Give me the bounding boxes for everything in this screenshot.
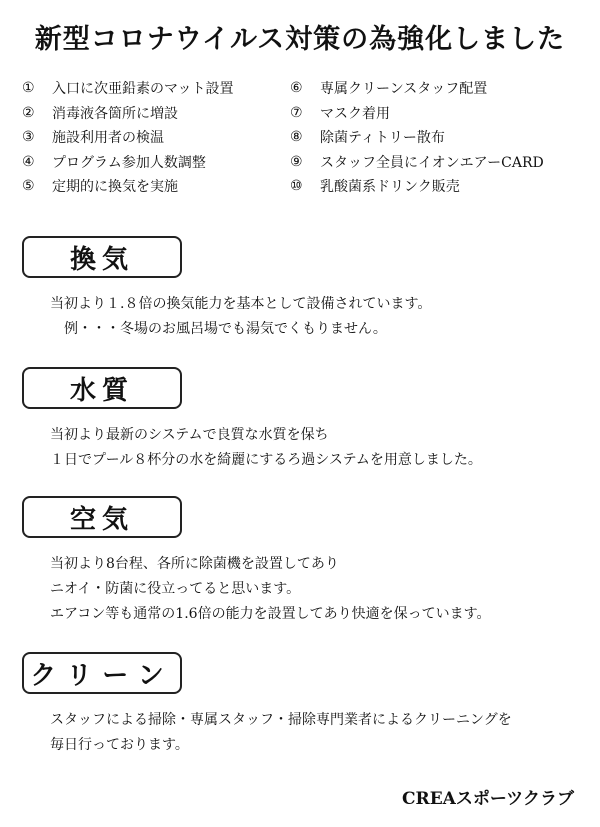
measure-number: ⑦ bbox=[290, 104, 303, 121]
measure-text: 除菌ティトリー散布 bbox=[320, 130, 445, 147]
measure-number: ⑨ bbox=[290, 153, 303, 170]
measure-number: ⑩ bbox=[290, 178, 303, 195]
measure-item bbox=[22, 174, 290, 199]
page-title: 新型コロナウイルス対策の為強化しました bbox=[34, 24, 566, 55]
body-line: 例・・・冬場のお風呂場でも湯気でくもりません。 bbox=[64, 321, 387, 337]
section-body bbox=[22, 423, 582, 473]
measure-text: 消毒液各箇所に増設 bbox=[52, 105, 178, 122]
measure-number: ③ bbox=[22, 129, 35, 146]
section-heading-water: 水質 bbox=[22, 367, 182, 409]
measure-number: ⑧ bbox=[290, 129, 303, 146]
body-line: １日でプール８杯分の水を綺麗にするろ過システムを用意しました。 bbox=[50, 452, 482, 468]
measure-item bbox=[290, 76, 590, 101]
measure-number: ② bbox=[22, 104, 35, 121]
measure-text: プログラム参加人数調整 bbox=[52, 154, 206, 171]
measure-item bbox=[22, 76, 290, 101]
measure-item bbox=[290, 101, 590, 126]
body-line: 当初より１.８倍の換気能力を基本として設備されています。 bbox=[50, 296, 432, 312]
body-line: エアコン等も通常の1.6倍の能力を設置してあり快適を保っています。 bbox=[50, 606, 491, 622]
section-body bbox=[22, 552, 582, 627]
section-clean bbox=[22, 652, 582, 758]
measure-number: ④ bbox=[22, 153, 35, 170]
measure-number: ⑤ bbox=[22, 178, 35, 195]
section-heading-ventilation: 換気 bbox=[22, 236, 182, 278]
measure-item bbox=[290, 125, 590, 150]
measures-list bbox=[22, 76, 592, 199]
section-air bbox=[22, 496, 582, 627]
section-heading-clean: クリーン bbox=[22, 652, 182, 694]
measure-text: マスク着用 bbox=[320, 105, 390, 122]
body-line: スタッフによる掃除・専属スタッフ・掃除専門業者によるクリーニングを bbox=[50, 712, 512, 728]
club-name: CREAスポーツクラブ bbox=[402, 789, 574, 809]
section-ventilation bbox=[22, 236, 582, 342]
measure-item bbox=[290, 174, 590, 199]
section-water bbox=[22, 367, 582, 473]
measure-item bbox=[22, 150, 290, 175]
measure-text: スタッフ全員にイオンエアーCARD bbox=[320, 154, 544, 171]
measure-item bbox=[22, 101, 290, 126]
body-line: 当初より最新のシステムで良質な水質を保ち bbox=[50, 427, 329, 443]
measure-number: ⑥ bbox=[290, 80, 303, 97]
measure-item bbox=[290, 150, 590, 175]
body-line: ニオイ・防菌に役立ってると思います。 bbox=[50, 581, 301, 597]
body-line: 毎日行っております。 bbox=[50, 737, 189, 753]
section-heading-air: 空気 bbox=[22, 496, 182, 538]
section-body bbox=[22, 708, 582, 758]
measure-text: 定期的に換気を実施 bbox=[52, 179, 178, 196]
measure-text: 施設利用者の検温 bbox=[52, 130, 164, 147]
measure-text: 専属クリーンスタッフ配置 bbox=[320, 81, 488, 98]
measure-number: ① bbox=[22, 80, 35, 97]
measure-item bbox=[22, 125, 290, 150]
measure-text: 入口に次亜鉛素のマット設置 bbox=[52, 81, 234, 98]
section-body bbox=[22, 292, 582, 342]
body-line: 当初より8台程、各所に除菌機を設置してあり bbox=[50, 556, 339, 572]
measure-text: 乳酸菌系ドリンク販売 bbox=[320, 179, 460, 196]
